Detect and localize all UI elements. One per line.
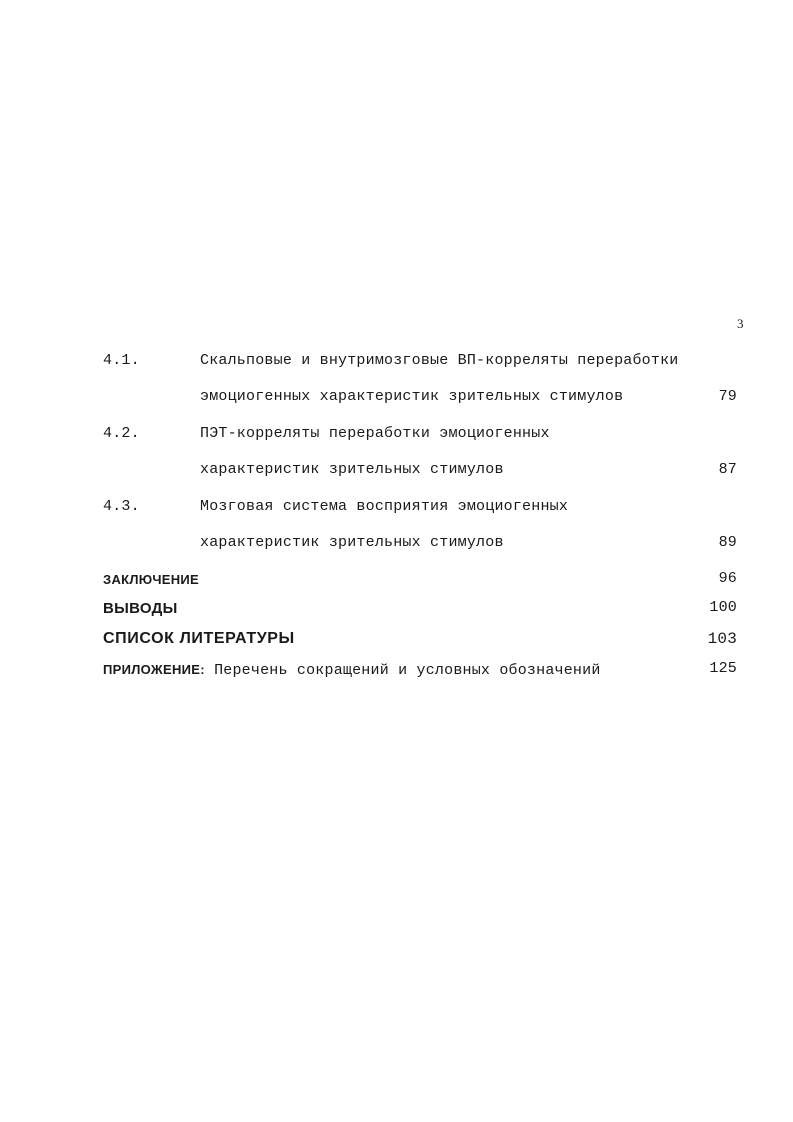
toc-heading-conclusion: ЗАКЛЮЧЕНИЕ	[103, 572, 200, 587]
toc-heading-appendix	[103, 662, 601, 679]
toc-section-number: 4.1.	[103, 352, 140, 369]
toc-page-number: 103	[707, 630, 737, 648]
toc-page-number: 79	[718, 388, 737, 405]
toc-section-title: Мозговая система восприятия эмоциогенных	[200, 498, 569, 515]
toc-item-references	[0, 630, 793, 652]
toc-section-title-cont: характеристик зрительных стимулов	[200, 461, 504, 478]
toc-page-number: 125	[709, 660, 737, 677]
toc-section-title: Скальповые и внутримозговые ВП-корреляты переработки	[200, 352, 679, 369]
toc-item-conclusion	[0, 570, 793, 592]
page-number: 3	[737, 316, 744, 331]
toc-section-title: ПЭТ-корреляты переработки эмоциогенных	[200, 425, 550, 442]
toc-appendix-label: ПРИЛОЖЕНИЕ:	[103, 662, 205, 677]
toc-heading-references: СПИСОК ЛИТЕРАТУРЫ	[103, 630, 295, 647]
toc-section-title-cont: эмоциогенных характеристик зрительных стимулов	[200, 388, 624, 405]
toc-section-number: 4.3.	[103, 498, 140, 515]
toc-page-number: 89	[718, 534, 737, 551]
toc-item-4-3-line1	[0, 498, 793, 520]
toc-item-4-1-line1	[0, 352, 793, 374]
toc-item-4-2-line1	[0, 425, 793, 447]
toc-page-number: 87	[718, 461, 737, 478]
toc-page-number: 100	[709, 599, 737, 616]
toc-item-4-2-line2	[0, 461, 793, 483]
toc-item-4-3-line2	[0, 534, 793, 556]
toc-page-number: 96	[718, 570, 737, 587]
toc-section-number: 4.2.	[103, 425, 140, 442]
toc-item-4-1-line2	[0, 388, 793, 410]
toc-item-findings	[0, 599, 793, 621]
toc-appendix-text: Перечень сокращений и условных обозначений	[204, 662, 601, 679]
toc-heading-findings: ВЫВОДЫ	[103, 600, 178, 617]
toc-section-title-cont: характеристик зрительных стимулов	[200, 534, 504, 551]
toc-item-appendix	[0, 660, 793, 682]
